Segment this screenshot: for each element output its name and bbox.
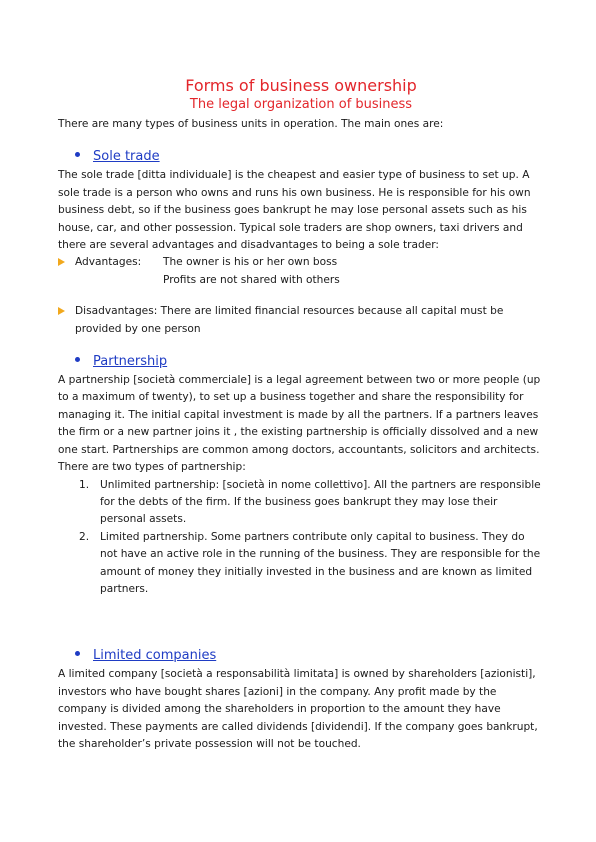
- section-heading-limited-companies: [58, 646, 544, 666]
- partnership-heading: Partnership: [93, 354, 168, 370]
- section-heading-partnership: [58, 352, 544, 372]
- list-number: 1.: [79, 478, 90, 491]
- section-heading-sole-trade: [58, 147, 544, 167]
- limited-companies-paragraph: A limited company [società a responsabilità limitata] is owned by shareholders [azionisti], investors who have bought shares [azioni] in the company. Any profit made by the company is divided among the shareholders in proportion to the amount they have invested. These payments are called dividends [dividendi]. If the company goes bankrupt, the shareholder’s private possession will not be touched.: [58, 668, 538, 750]
- list-number: 2.: [79, 530, 90, 543]
- list-item-text: Limited partnership. Some partners contribute only capital to business. They do not have an active role in the running of the business. They are responsible for the amount of money they initially invested in the business and are known as limited partners.: [100, 530, 541, 595]
- advantages-label: Advantages:: [75, 256, 142, 269]
- sole-trade-paragraph: The sole trade [ditta individuale] is the cheapest and easier type of business to set up. A sole trade is a person who owns and runs his own business. He is responsible for his own business debt, so if the business goes bankrupt he may lose personal assets such as his house, car, and other possession. Typical sole traders are shop owners, taxi drivers and there are several advantages and disadvantages to being a sole trader:: [58, 169, 531, 252]
- partnership-paragraph: A partnership [società commerciale] is a legal agreement between two or more people (up to a maximum of twenty), to set up a business together and share the responsibility for managing it. The initial capital investment is made by all the partners. If a partners leaves the firm or a new partner joins it , the existing partnership is officially dissolved and a new one start. Partnerships are common among doctors, accountants, solicitors and architects. There are two types of partnership:: [58, 374, 541, 474]
- partnership-types-list: [79, 477, 544, 599]
- limited-companies-heading: Limited companies: [93, 648, 217, 664]
- page-subtitle: The legal organization of business: [189, 97, 413, 112]
- bullet-dot-icon: [75, 152, 80, 157]
- advantages-item: [58, 254, 544, 289]
- sole-trade-heading: Sole trade: [93, 149, 160, 165]
- intro-paragraph: There are many types of business units in operation. The main ones are:: [58, 118, 444, 130]
- list-item: [79, 477, 544, 529]
- disadvantages-item: [58, 303, 544, 338]
- bullet-dot-icon: [75, 651, 80, 656]
- document-page: [58, 76, 544, 753]
- disadvantages-text: There are limited financial resources because all capital must be provided by one person: [75, 305, 504, 335]
- page-title: Forms of business ownership: [185, 76, 417, 95]
- orange-arrow-icon: [58, 307, 65, 315]
- disadvantages-label: Disadvantages:: [75, 305, 158, 318]
- list-item-text: Unlimited partnership: [società in nome collettivo]. All the partners are responsible for the debts of the firm. If the business goes bankrupt they may lose their personal assets.: [100, 478, 541, 526]
- list-item: [79, 529, 544, 599]
- advantage-2: Profits are not shared with others: [163, 273, 340, 286]
- bullet-dot-icon: [75, 357, 80, 362]
- advantage-1: The owner is his or her own boss: [163, 256, 338, 269]
- orange-arrow-icon: [58, 258, 65, 266]
